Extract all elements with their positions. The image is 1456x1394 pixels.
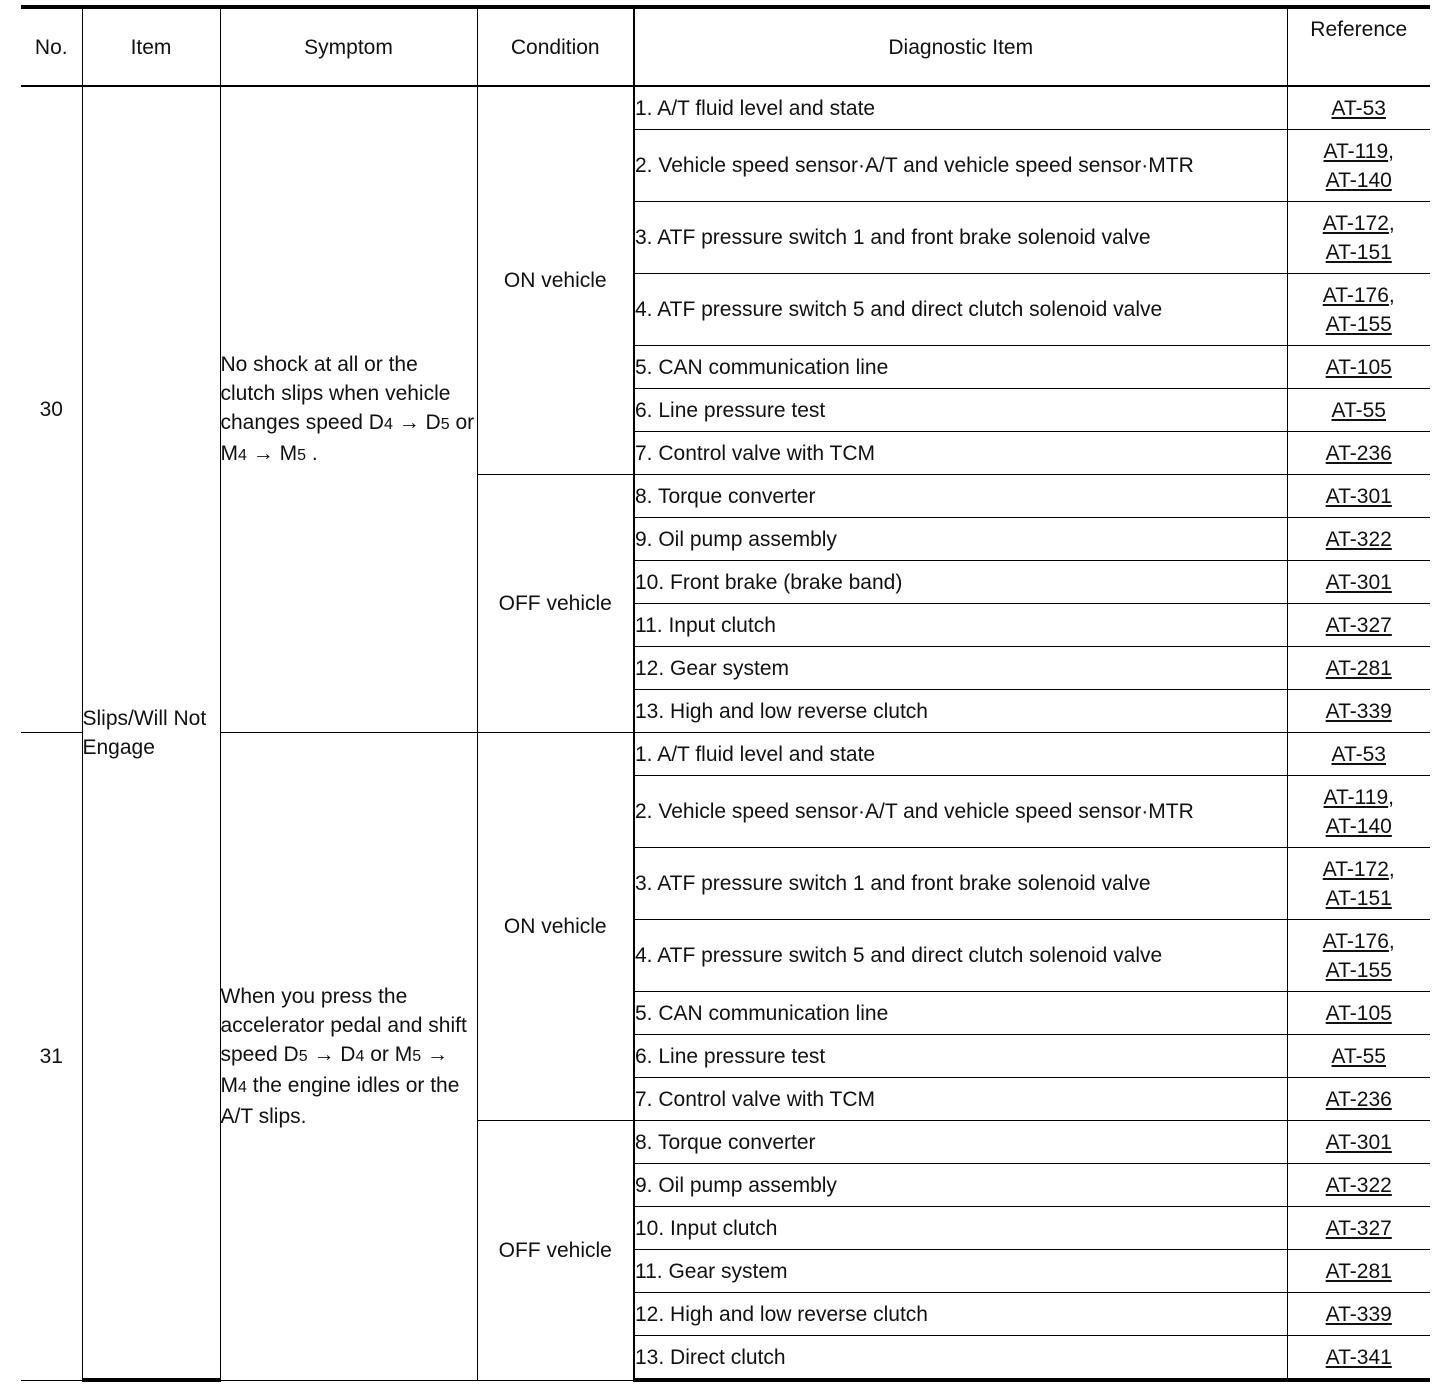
reference-cell <box>1287 604 1430 647</box>
arrow-glyph: → <box>392 410 426 434</box>
diagnostic-item: 8. Torque converter <box>634 475 1287 518</box>
reference-link[interactable]: AT-176 <box>1322 283 1389 307</box>
reference-link[interactable]: AT-322 <box>1325 527 1392 551</box>
reference-link[interactable]: AT-322 <box>1325 1173 1392 1197</box>
diagnostic-item: 10. Input clutch <box>634 1207 1287 1250</box>
reference-cell <box>1287 1207 1430 1250</box>
diagnostic-item: 9. Oil pump assembly <box>634 518 1287 561</box>
reference-cell <box>1287 561 1430 604</box>
reference-link[interactable]: AT-339 <box>1325 1302 1392 1326</box>
reference-cell <box>1287 1250 1430 1293</box>
diagnostic-table <box>21 5 1430 1382</box>
table-row <box>21 733 1430 776</box>
row-number: 31 <box>21 733 82 1381</box>
gear-subscript: 4 <box>383 415 393 433</box>
gear-subscript: 5 <box>298 1047 308 1065</box>
reference-link[interactable]: AT-236 <box>1325 441 1392 465</box>
symptom-cell <box>220 733 477 1381</box>
reference-link[interactable]: AT-236 <box>1325 1087 1392 1111</box>
header-symptom: Symptom <box>220 7 477 86</box>
reference-cell <box>1287 690 1430 733</box>
diagnostic-item: 1. A/T fluid level and state <box>634 86 1287 130</box>
reference-link[interactable]: AT-341 <box>1325 1345 1392 1369</box>
symptom-text: When you press the accelerator pedal and shift speed D <box>220 984 467 1066</box>
table-row <box>21 86 1430 130</box>
diagnostic-item: 2. Vehicle speed sensor·A/T and vehicle speed sensor·MTR <box>634 130 1287 202</box>
reference-cell <box>1287 1293 1430 1336</box>
diagnostic-item: 11. Gear system <box>634 1250 1287 1293</box>
gear-subscript: 4 <box>355 1047 365 1065</box>
gear-subscript: 5 <box>297 446 306 464</box>
reference-cell <box>1287 733 1430 776</box>
reference-link[interactable]: AT-155 <box>1325 312 1392 336</box>
diagnostic-item: 13. Direct clutch <box>634 1336 1287 1381</box>
diagnostic-item: 10. Front brake (brake band) <box>634 561 1287 604</box>
reference-link[interactable]: AT-327 <box>1325 1216 1392 1240</box>
reference-link[interactable]: AT-172 <box>1322 857 1389 881</box>
arrow-glyph: → <box>307 1042 341 1066</box>
reference-cell: AT-119, AT-140 <box>1287 776 1430 848</box>
reference-cell: AT-172, AT-151 <box>1287 202 1430 274</box>
diagnostic-item: 3. ATF pressure switch 1 and front brake solenoid valve <box>634 202 1287 274</box>
reference-link[interactable]: AT-151 <box>1325 240 1392 264</box>
reference-cell <box>1287 992 1430 1035</box>
diagnostic-item: 5. CAN communication line <box>634 992 1287 1035</box>
symptom-text: the engine idles or the A/T slips. <box>220 1073 460 1128</box>
diagnostic-item: 12. High and low reverse clutch <box>634 1293 1287 1336</box>
reference-link[interactable]: AT-119 <box>1323 139 1389 163</box>
reference-cell <box>1287 475 1430 518</box>
diagnostic-item: 11. Input clutch <box>634 604 1287 647</box>
condition-on-vehicle: ON vehicle <box>477 86 634 475</box>
gear-subscript: 4 <box>238 446 247 464</box>
reference-link[interactable]: AT-105 <box>1325 355 1392 379</box>
reference-link[interactable]: AT-301 <box>1325 1130 1392 1154</box>
item-cell: Slips/Will Not Engage <box>82 86 220 1380</box>
reference-cell: AT-119, AT-140 <box>1287 130 1430 202</box>
row-number: 30 <box>21 86 82 733</box>
diagnostic-item: 9. Oil pump assembly <box>634 1164 1287 1207</box>
gear-subscript: 5 <box>440 415 450 433</box>
header-item: Item <box>82 7 220 86</box>
reference-link[interactable]: AT-140 <box>1325 814 1392 838</box>
reference-cell <box>1287 1121 1430 1164</box>
symptom-text: or M <box>364 1042 413 1066</box>
header-no: No. <box>21 7 82 86</box>
table-body <box>21 86 1430 1380</box>
gear-subscript: 4 <box>238 1078 247 1096</box>
reference-cell <box>1287 1035 1430 1078</box>
reference-cell <box>1287 432 1430 475</box>
reference-link[interactable]: AT-301 <box>1325 570 1392 594</box>
diagnostic-item: 4. ATF pressure switch 5 and direct clutch solenoid valve <box>634 920 1287 992</box>
diagnostic-item: 4. ATF pressure switch 5 and direct clutch solenoid valve <box>634 274 1287 346</box>
reference-link[interactable]: AT-172 <box>1322 211 1389 235</box>
reference-link[interactable]: AT-155 <box>1325 958 1392 982</box>
reference-link[interactable]: AT-119 <box>1323 785 1389 809</box>
diagnostic-item: 8. Torque converter <box>634 1121 1287 1164</box>
reference-cell: AT-176, AT-155 <box>1287 274 1430 346</box>
symptom-text: M <box>279 441 298 465</box>
reference-cell: AT-172, AT-151 <box>1287 848 1430 920</box>
reference-link[interactable]: AT-176 <box>1322 929 1389 953</box>
reference-cell <box>1287 518 1430 561</box>
reference-link[interactable]: AT-301 <box>1325 484 1392 508</box>
diagnostic-item: 7. Control valve with TCM <box>634 432 1287 475</box>
reference-cell <box>1287 647 1430 690</box>
reference-link[interactable]: AT-55 <box>1331 1044 1386 1068</box>
reference-cell <box>1287 346 1430 389</box>
condition-off-vehicle: OFF vehicle <box>477 475 634 733</box>
reference-link[interactable]: AT-53 <box>1331 96 1386 120</box>
condition-on-vehicle: ON vehicle <box>477 733 634 1121</box>
reference-cell: AT-176, AT-155 <box>1287 920 1430 992</box>
symptom-text: D <box>425 410 441 434</box>
symptom-text: or M <box>220 410 475 465</box>
reference-link[interactable]: AT-327 <box>1325 613 1392 637</box>
diagnostic-item: 12. Gear system <box>634 647 1287 690</box>
symptom-text: D <box>340 1042 356 1066</box>
header-reference: Reference <box>1287 7 1430 86</box>
reference-cell <box>1287 1164 1430 1207</box>
diagnostic-item: 5. CAN communication line <box>634 346 1287 389</box>
diagnostic-item: 1. A/T fluid level and state <box>634 733 1287 776</box>
reference-cell <box>1287 1336 1430 1381</box>
diagnostic-item: 6. Line pressure test <box>634 389 1287 432</box>
reference-link[interactable]: AT-339 <box>1325 699 1392 723</box>
diagnostic-item: 2. Vehicle speed sensor·A/T and vehicle speed sensor·MTR <box>634 776 1287 848</box>
header-condition: Condition <box>477 7 634 86</box>
reference-link[interactable]: AT-55 <box>1331 398 1386 422</box>
reference-cell <box>1287 86 1430 130</box>
arrow-glyph: → <box>421 1042 448 1066</box>
header-row <box>21 7 1430 86</box>
arrow-glyph: → <box>246 441 280 465</box>
reference-link[interactable]: AT-281 <box>1325 1259 1392 1283</box>
condition-off-vehicle: OFF vehicle <box>477 1121 634 1381</box>
diagnostic-item: 6. Line pressure test <box>634 1035 1287 1078</box>
reference-link[interactable]: AT-105 <box>1325 1001 1392 1025</box>
symptom-text: . <box>305 441 318 465</box>
reference-link[interactable]: AT-281 <box>1325 656 1392 680</box>
reference-cell <box>1287 389 1430 432</box>
header-diagnostic-item: Diagnostic Item <box>634 7 1287 86</box>
diagnostic-item: 3. ATF pressure switch 1 and front brake solenoid valve <box>634 848 1287 920</box>
reference-cell <box>1287 1078 1430 1121</box>
gear-subscript: 5 <box>412 1047 422 1065</box>
reference-link[interactable]: AT-140 <box>1325 168 1392 192</box>
reference-link[interactable]: AT-53 <box>1331 742 1386 766</box>
symptom-text: No shock at all or the clutch slips when vehicle changes speed D <box>220 352 451 434</box>
diagnostic-item: 7. Control valve with TCM <box>634 1078 1287 1121</box>
symptom-cell <box>220 86 477 733</box>
reference-link[interactable]: AT-151 <box>1325 886 1392 910</box>
symptom-text: M <box>220 1073 238 1097</box>
diagnostic-item: 13. High and low reverse clutch <box>634 690 1287 733</box>
